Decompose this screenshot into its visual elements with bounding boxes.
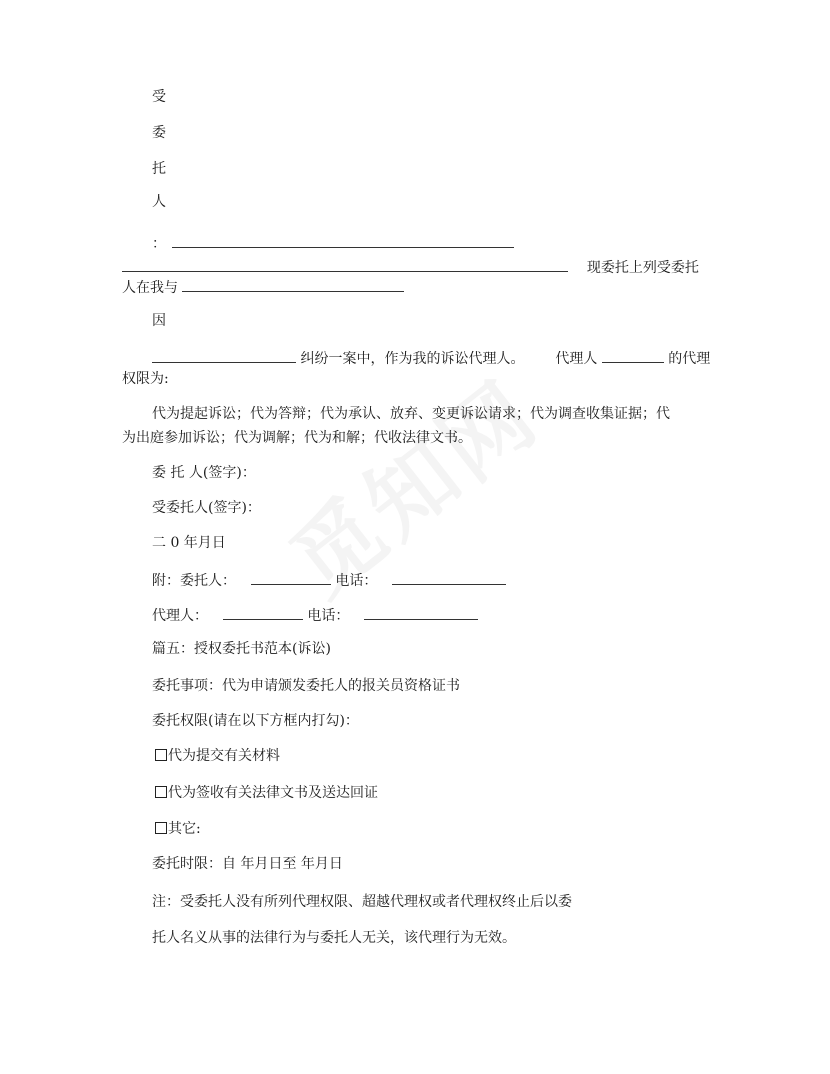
attachment-agent-line	[152, 604, 478, 626]
note-line-1: 注：受委托人没有所列代理权限、超越代理权或者代理权终止后以委	[152, 894, 572, 910]
blank-field	[602, 347, 664, 363]
dispute-text: 纠纷一案中，作为我的诉讼代理人。	[300, 351, 525, 367]
checkbox[interactable]	[155, 822, 167, 834]
option-label: 其它:	[168, 821, 201, 837]
agent-label: 代理人：	[152, 608, 208, 624]
principal-signature: 委 托 人(签字)：	[152, 465, 256, 481]
note-line-2: 托人名义从事的法律行为与委托人无关，该代理行为无效。	[152, 930, 516, 946]
attachment-principal-line	[152, 569, 506, 591]
blank-field	[122, 256, 568, 272]
commission-period: 委托时限：自 年月日至 年月日	[152, 856, 343, 872]
powers-line-1: 代为提起诉讼；代为答辩；代为承认、放弃、变更诉讼请求；代为调查收集证据；代	[152, 406, 670, 422]
blank-field	[364, 604, 478, 620]
option-submit-materials[interactable]	[155, 746, 280, 766]
authority-continued: 权限为:	[122, 371, 169, 387]
option-receive-documents[interactable]	[155, 783, 378, 803]
agent-name-line	[152, 232, 514, 254]
phone-label: 电话：	[335, 573, 378, 589]
section-title: 篇五：授权委托书范本(诉讼)	[152, 641, 331, 657]
mandate-text: 现委托上列受委托	[586, 260, 699, 276]
checkbox[interactable]	[155, 786, 167, 798]
blank-field	[223, 604, 303, 620]
blank-field	[152, 347, 296, 363]
mandate-prefix: 人在我与	[122, 280, 178, 296]
blank-field	[392, 569, 506, 585]
blank-field	[182, 276, 404, 292]
colon: ：	[152, 236, 166, 252]
cause-char: 因	[152, 313, 166, 329]
agent-label: 代理人	[555, 351, 598, 367]
vertical-char: 委	[152, 125, 166, 141]
option-label: 代为提交有关材料	[168, 748, 280, 764]
phone-label: 电话：	[307, 608, 350, 624]
blank-field	[251, 569, 331, 585]
scope-title: 委托权限(请在以下方框内打勾)：	[152, 713, 359, 729]
blank-field	[172, 232, 514, 248]
date-line: 二 0 年月日	[152, 535, 226, 551]
dispute-line	[152, 347, 710, 369]
vertical-char: 托	[152, 161, 166, 177]
vertical-char: 受	[152, 89, 166, 105]
mandate-continued-line	[122, 276, 404, 298]
vertical-char: 人	[152, 194, 166, 210]
commission-matter: 委托事项：代为申请颁发委托人的报关员资格证书	[152, 678, 460, 694]
powers-line-2: 为出庭参加诉讼；代为调解；代为和解；代收法律文书。	[122, 430, 472, 446]
principal-label: 附：委托人：	[152, 573, 236, 589]
checkbox[interactable]	[155, 749, 167, 761]
authority-label: 的代理	[668, 351, 711, 367]
option-label: 代为签收有关法律文书及送达回证	[168, 785, 378, 801]
agent-signature: 受委托人(签字)：	[152, 500, 261, 516]
mandate-line	[122, 256, 699, 278]
option-other[interactable]	[155, 819, 201, 839]
